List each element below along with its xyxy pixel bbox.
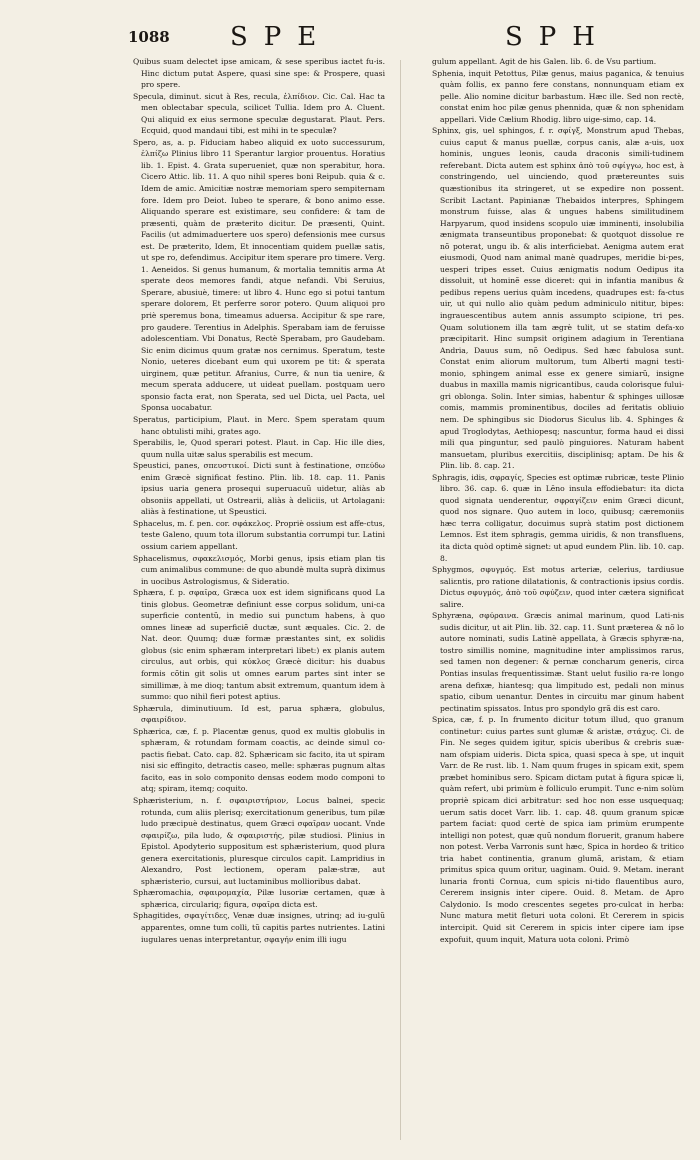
entry-paragraph: Sphacelismus, σφακελισμός, Morbi genus, ipsis etiam plan tis cum animalibus commune: de quo abundè multa suprà diximus in uocibus Astrologismus, & Sideratio. [133,553,385,586]
entry-paragraph: Sphæra, f. p. σφαῖρα, Græca uox est idem significans quod La tinis globus. Geometræ definiunt esse corpus solidum, uni-ca superficie contentũ, in medio sui punctum habens, à quo omnes lineæ ad superficiẽ ductæ, sunt æquales. Cic. 2. de Nat. deor. Quumq; duæ formæ præstantes sint, ex solidis globus (sic enim sphæram interpretari libet:) ex planis autem circulus, aut orbis, qui κύκλος Græcè dicitur: his duabus formis cõtin git solis ut omnes earum partes sint inter se simillimæ, à me dioq; tantum absit extremum, quantum idem à summo: quo nihil fieri potest aptius. [133,588,385,702]
entry-paragraph: Sphærula, diminutiuum. Id est, parua sphæra, globulus, σφαιρίδιον. [133,703,385,725]
entry-paragraph: Spica, cæ, f. p. In frumento dicitur totum illud, quo granum continetur: cuius partes sunt glumæ & aristæ, στάχυς. Ci. de Fin. Ne seges quidem igitur, spicis uberibus & crebris suæ-nam ofspiam uideris. Dicta spica, quasi speca à spe, ut inquit Varr. de Re rust. lib. 1. Nam quum fruges in spicam exit, spem præbet hominibus sero. Spicam dictam putat à figura spicæ li, quàm refert, ubi primùm è folliculo erumpit. Tunc e-nim solùm propriè spicam dici arbitratur: sed hoc non esse usquequaq; uerum satis docet Varr. lib. 1. cap. 48. quum granum spicæ partem faciat: quod certè de spica iam primùm erumpente intelligi non potest, quæ quũ nondum floruerit, granum habere non potest. Verba Varronis sunt hæc, Spica in hordeo & tritico tria habet continentia, granum glumã, aristam, & etiam primitus spica quum oritur, uaginam. Ouid. 9. Metam. inerant lunaria fronti Cornua, cum spicis ni-tido flauentibus auro, Cererem insignis inter cipere. Ouid. 8. Metam. de Apro Calydonio. Is modo crescentes segetes pro-culcat in herba: Nunc matura metit fleturi uota coloni. Et Cererem in spicis intercipit. Quid sit Cererem in spicis inter cipere iam ipse expofuit, quum inquit, Matura uota coloni. Primò [432,715,684,944]
left-column [133,56,385,1151]
page-header [0,22,700,54]
entry-paragraph: Sperabilis, le, Quod sperari potest. Plaut. in Cap. Hic ille dies, quum nulla uitæ salus sperabilis est mecum. [133,438,385,459]
entry-paragraph: Speustici, panes, σπευστικοί. Dicti sunt à festinatione, σπεύδω enim Græcè significat festino. Plin. lib. 18. cap. 11. Panis ipsius uaria genera prosequi superuacuũ uidetur, aliàs ab obsoniis appellati, ut Ostrearii, aliàs à deliciis, ut Artolagani: aliàs à festinatione, ut Speustici. [133,461,385,517]
entry-paragraph: Sphæristerium, n. f. σφαιριστήριον, Locus balnei, speciε rotunda, cum aliis plerisq; exercitationum generibus, tum pilæ ludo præcipuè destinatus, quem Græci σφαῖραν uocant. Vnde σφαιρίζω, pila ludo, & σφαιριστής, pilæ studiosi. Plinius in Epistol. Apodyterio suppositum est sphæristerium, quod plura genera exercitationis, pluresque circulos capit. Lampridius in Alexandro, Post lectionem, operam palæ-stræ, aut sphæristerio, cursui, aut luctaminibus mollioribus dabat. [133,796,385,886]
entry-paragraph: Sphacelus, m. f. pen. cor. σφάκελος. Propriè ossium est affe-ctus, teste Galeno, quum tota illorum substantia corrumpi tur. Latini ossium cariem appellant. [133,518,385,551]
entry-paragraph: Sphinx, gis, uel sphingos, f. r. σφίγξ, Monstrum apud Thebas, cuius caput & manus puellæ, corpus canis, alæ a-uis, uox hominis, ungues leonis, cauda draconis simili-tudinem referebant. Dicta autem est sphinx ἀπὸ τοῦ σφίγγω, hoc est, à constringendo, uel uinciendo, quod prætereuntes suis quæstionibus ita stringeret, ut se expedire non possent. Scribit Lactant. Papinianæ Thebaidos interpres, Sphingem monstrum fuisse, alas & ungues habens similitudinem Harpyarum, quod insidens scopulo uiæ imminenti, insolubilia ænigmata transeuntibus proponebat: & quotquot dissolue re nõ poterat, ungu ib. & alis interficiebat. Aenigma autem erat eiusmodi, Quod nam animal manè quadrupes, meridie bi-pes, uesperi tripes esset. Cuius ænigmatis nodum Oedipus ita dissoluit, ut hominẽ esse diceret: qui in infantia manibus & pedibus repens uerius quàm incedens, quadrupes est: fa-ctus uir, ut qui nullo alio quàm pedum adminiculo nititur, bipes: ingrauescentibus autem annis assumpto scipione, tri pes. Quam solutionem illa tam ægrè tulit, ut se statim defa-xo præcipitarit. Hinc sumpsit originem adagium in Terentiana Andria, Dauus sum, nõ Oedipus. Sed hæc fabulosa sunt. Constat enim aliorum multorum, tum Alberti magni testi-monio, sphingem animal esse ex genere simiarũ, insigne duabus in maxilla mamis nigricantibus, cauda colorisque fului-gri oblonga. Solin. Inter simias, habentur & sphinges uillosæ comis, mammis prominentibus, dociles ad feritatis obliuio nem. De sphingibus sic Diodorus Siculus lib. 4. Sphinges & apud Troglodytas, Aethiopesq; nascuntur, forma haud ei dissi mili qua pinguntur, sed paulò pinguiores. Naturam habent mansuetam, pluribus exercitiis, disciplinisq; aptam. De his & Plin. lib. 8. cap. 21. [432,126,684,471]
entry-paragraph: Sphenia, inquit Petottus, Pilæ genus, maius paganica, & tenuius quàm follis, ex panno fere constans, nonnunquam etiam ex pelle. Alio nomine dicitur barbastum. Hæc ille. Sed non rectè, constat enim hoc pilæ genus phennida, quæ & non sphenidam appellari. Vide Cælium Rhodig. libro uige-simo, cap. 14. [432,68,684,124]
entry-paragraph: Sphragis, idis, σφραγίς, Species est optimæ rubricæ, teste Plinio libro. 36. cap. 6. quæ in Lēno insula effodiebatur: ita dicta quod signata uenderentur, σφραγίζειν enim Græci dicunt, quod nos signare. Quo autem in loco, quibusq; cæremoniis hæc terra colligatur, docuimus suprà statim post dictionem Lemnos. Est item sphragis, gemma uiridis, & non transfluens, ita dicta quòd optimè signet: ut apud eundem Plin. lib. 10. cap. 8. [432,472,684,563]
entry-paragraph: Speratus, participium, Plaut. in Merc. Spem speratam quum hanc obtulisti mihi, grates ago. [133,414,385,436]
entry-paragraph: Quibus suam delectet ipse amicam, & sese speribus iactet fu-is. Hinc dictum putat Asperе, quasi sine spe: & Prospere, quasi pro spere. [133,57,385,90]
page-number: 1088 [128,28,170,46]
entry-paragraph: Sphæromachia, σφαιρομαχία, Pilæ lusoriæ certamen, quæ à sphærica, circulariq; figura, σφαῖρα dicta est. [133,888,385,909]
entry-paragraph: Sphygmos, σφυγμός. Est motus arteriæ, celerius, tardiusue saliεntis, pro ratione dilatationis, & contractionis ipsius cordis. Dictus σφυγμός, ἀπὸ τοῦ σφύζειν, quod inter cætera significat salire. [432,565,684,609]
entry-paragraph: Sphagitides, σφαγίτιδες, Venæ duæ insignes, utrinq; ad iu-gulũ apparentes, omne tum colli, tũ capitis partes nutrientes. Latini iugulares uenas interpretantur, σφαγήν enim illi iugu [133,911,385,944]
entry-paragraph: Spero, as, a. p. Fiduciam habeo aliquid ex uoto successurum, ἐλπίζω Plinius libro 11 Sperantur largior prouentus. Horatius lib. 1. Epist. 4. Grata superueniet, quæ non sperabitur, hora. Cicero Attic. lib. 11. A quo nihil speres boni Reipub. quia & c. Idem de amic. Amicitiæ nostræ memoriam spero sempiternam fore. Idem pro Deiot. Iubeo te sperare, & bono animo esse. Aliquando sperare est existimare, seu confidere: & tam de præsenti, quàm de præterito dicitur. De præsenti, Quint. Facilis (ut admimaduertere uos spero) defensionis mee cursus est. De præterito, Idem, Et innocentiam quidem puellæ satis, ut spe ro, defendimus. Accipitur item sperare pro timere. Verg. 1. Aeneidos. Si genus humanum, & mortalia temnitis arma At sperate deos memores fandi, atque nefandi. Vbi Seruius, Sperare, abusiuè, timere: ut libro 4. Hunc ego si potui tantum sperare dolorem, Et perferre soror potero. Quum aliquoi pro priè speremus bona, timeamus aduersa. Accipitur & spe rare, pro gaudere. Terentius in Adelphis. Sperabam iam de feruisse adolescentiam. Vbi Donatus, Rectè Sperabam, pro Gaudebam. Sic enim dicimus quum gratæ nos cernimus. Speratum, teste Nonio, ueteres dicebant eum qui uxorem pe tit: & sperata uirginem, quæ petitur. Afranius, Curre, & nun tia uenire, & mecum sperata adducere, ut uideat puellam. postquam uero sponsio facta erat, non Sperata, sed uel Dicta, uel Pacta, uel Sponsa uocabatur. [133,137,385,413]
entry-paragraph: Sphyræna, σφύραινα. Græcis animal marinum, quod Lati-nis sudis dicitur, ut ait Plin. lib. 32. cap. 11. Sunt præterea & nõ lo autore nominati, sudis Latinè appellata, à Græcis sphyræ-na, tostro simillis nomine, magnitudine inter amplissimos rarus, sed tamen non degener: & pernæ concharum generis, circa Pontias insulas frequentissimæ. Stant uelut fusilio ra-re longo arena defixæ, hiantesq; qua limpitudo est, pedali non minus spatio, cibum uenantur. Dentes in circuitu mar ginum habent pectinatim spissatos. Intus pro spondylo grã dis est caro. [432,611,684,713]
entry-paragraph: Specula, diminut. sicut à Res, recula, ἐλπίδιον. Cic. Cal. Hac ta men oblectabar specula, scilicet Tullia. Idem pro A. Cluent. Qui aliquid ex eius sermone speculæ degustarat. Plaut. Pers. Ecquid, quod mandaui tibi, est mihi in te speculæ? [133,91,385,136]
entry-paragraph: Sphærica, cæ, f. p. Placentæ genus, quod ex multis globulis in sphæram, & rotundam formam coactis, ac deinde simul co-pactis fiebat. Cato. cap. 82. Sphæricam sic facito, ita ut spiram nisi sic effingito, detractis caseo, melle: sphæras pugnum altas facito, eas in solo componito densas eodem modo componi to atq; spiram, itemq; coquito. [133,726,385,794]
running-head-right: SPH [505,22,611,52]
column-gutter [400,60,401,1140]
running-head-left: SPE [230,22,333,52]
right-column [432,56,684,1151]
entry-paragraph: gulum appellant. Agit de his Galen. lib. 6. de Vsu partium. [432,57,657,66]
